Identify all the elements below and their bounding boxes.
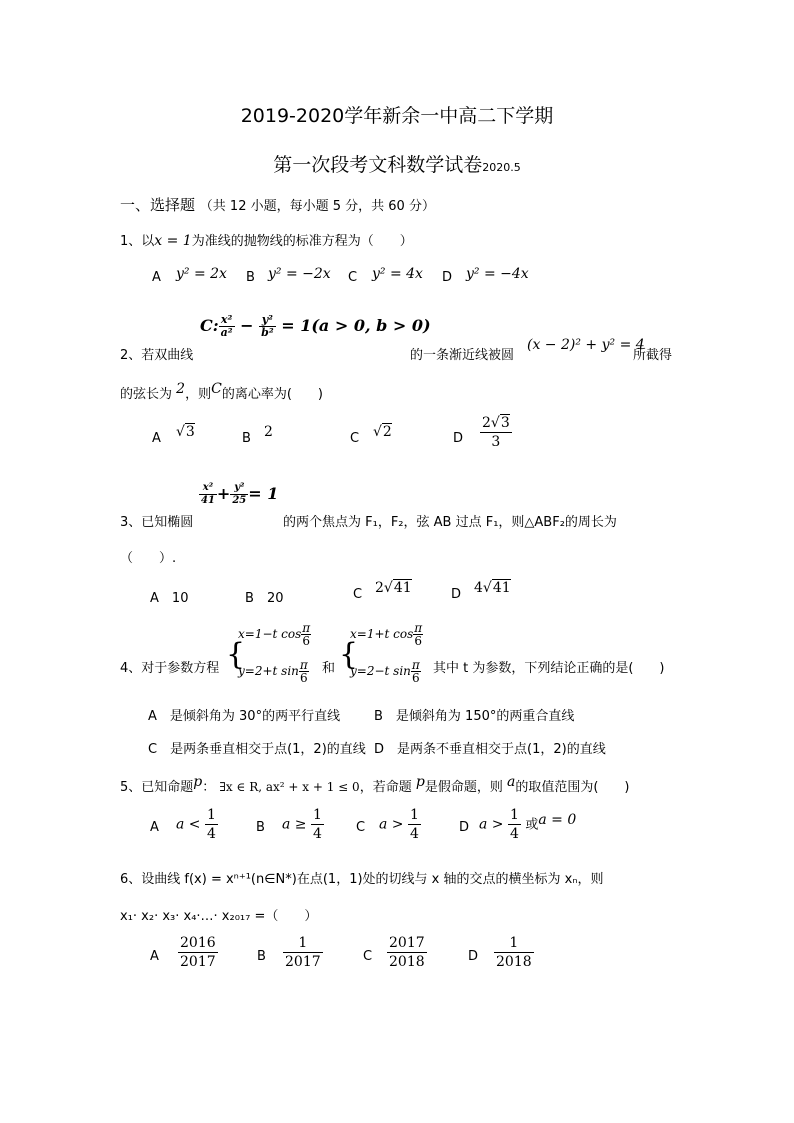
q1-option-c: C (348, 270, 358, 285)
q4-option-c: C 是两条垂直相交于点(1，2)的直线 (148, 742, 366, 757)
q1-option-b-value: y² = −2x (268, 266, 331, 282)
q1-option-a-value: y² = 2x (176, 266, 227, 282)
q4-system-1-top: x=1−t cos $\frac{\pi}{6}$ (238, 621, 311, 648)
q2-end-text: 所截得 (633, 348, 673, 363)
q1-option-d: D (442, 270, 453, 285)
q2-option-c: C (350, 431, 360, 446)
q3-option-d: D (451, 587, 462, 602)
q3-option-c: C (353, 587, 363, 602)
q2-mid-text: 的一条渐近线被圆 (410, 348, 515, 363)
question-1 (120, 230, 413, 249)
q2-option-b: B (242, 431, 251, 446)
q4-system-2-top: x=1+t cos $\frac{\pi}{6}$ (350, 621, 423, 648)
q3-option-b: B 20 (245, 591, 284, 606)
q4-system-2-bottom: y=2−t sin $\frac{\pi}{6}$ (350, 658, 420, 685)
q2-option-a-value: √3 (176, 424, 195, 440)
q6-line2: x₁· x₂· x₃· x₄·…· x₂₀₁₇ =（ ） (120, 909, 318, 924)
exam-title-line1: 2019-2020学年新余一中高二下学期 (240, 105, 554, 127)
q5-line: 5、已知命题p： ∃x ∈ R, ax² + x + 1 ≤ 0，若命题 p是假命题，则 a的取值范围为( ) (120, 774, 630, 795)
q3-option-a: A 10 (150, 591, 189, 606)
q2-option-b-value: 2 (264, 424, 273, 440)
q5-option-c: C (356, 820, 366, 835)
q5-proposition: ∃x ∈ R, ax² + x + 1 ≤ 0 (219, 780, 360, 794)
q3-number: 3、已知椭圆 (120, 515, 194, 530)
exam-date: 2020.5 (482, 161, 521, 174)
q5-option-c-value: a > $\frac{1}{4}$ (379, 807, 419, 842)
q4-option-a: A 是倾斜角为 30°的两平行直线 (148, 709, 341, 724)
exam-title-text: 第一次段考文科数学试卷 (273, 154, 483, 176)
q5-option-a-value: a < $\frac{1}{4}$ (176, 807, 216, 842)
q6-option-c: C (363, 949, 373, 964)
q3-option-c-value: 2√41 (375, 580, 412, 596)
q4-brace-1: { (226, 637, 246, 672)
exam-title-line2 (0, 150, 794, 177)
q3-text: 的两个焦点为 F₁，F₂，弦 AB 过点 F₁，则△ABF₂的周长为 (283, 515, 617, 530)
q5-option-a: A (150, 820, 159, 835)
q1-option-a: A (152, 270, 161, 285)
q4-system-1-bottom: y=2+t sin $\frac{\pi}{6}$ (238, 658, 308, 685)
q6-option-b-value: $\frac{1}{2017}$ (285, 935, 321, 970)
q4-option-d: D 是两条不垂直相交于点(1，2)的直线 (374, 742, 606, 757)
section-heading (120, 194, 435, 215)
q6-option-a-value: $\frac{2016}{2017}$ (180, 935, 216, 970)
section-title: 一、选择题 (120, 196, 196, 214)
q5-option-b: B (256, 820, 265, 835)
q2-line2: 的弦长为 2，则C的离心率为( ) (120, 381, 323, 402)
q1-text: 为准线的抛物线的标准方程为（ ） (191, 234, 413, 249)
q5-option-b-value: a ≥ $\frac{1}{4}$ (282, 807, 322, 842)
q5-option-d: D (459, 820, 470, 835)
q3-ellipse-equation: $\frac{\text{x²}}{41}$ + $\frac{\text{y²}}{25}$ = 1 (201, 482, 279, 506)
q1-option-c-value: y² = 4x (372, 266, 423, 282)
q6-option-a: A (150, 949, 159, 964)
q2-number: 2、若双曲线 (120, 348, 194, 363)
q4-text: 其中 t 为参数，下列结论正确的是( ) (433, 661, 665, 676)
q1-option-d-value: y² = −4x (466, 266, 529, 282)
q6-option-c-value: $\frac{2017}{2018}$ (389, 935, 425, 970)
q6-line1: 6、设曲线 f(x) = xⁿ⁺¹(n∈N*)在点(1，1)处的切线与 x 轴的交点的横坐标为 xₙ，则 (120, 872, 604, 887)
q5-option-d-value: a > $\frac{1}{4}$ 或a = 0 (479, 807, 577, 842)
q3-line2: （ ）. (120, 551, 177, 566)
q4-option-b: B 是倾斜角为 150°的两重合直线 (374, 709, 575, 724)
q2-option-d: D (453, 431, 464, 446)
q6-option-b: B (257, 949, 266, 964)
q2-hyperbola-equation: C: $\frac{\text{x²}}{\text{a²}}$ − $\frac{\text{y²}}{\text{b²}}$ = 1(a > 0, b > 0) (200, 313, 431, 339)
q2-circle-equation: (x − 2)² + y² = 4 (527, 337, 645, 353)
q4-number: 4、对于参数方程 (120, 661, 220, 676)
q6-option-d-value: $\frac{1}{2018}$ (496, 935, 532, 970)
q1-condition: x = 1 (154, 233, 192, 249)
q4-and: 和 (322, 661, 336, 676)
q6-option-d: D (468, 949, 479, 964)
q4-brace-2: { (339, 637, 359, 672)
q1-number: 1、以 (120, 234, 155, 249)
q1-option-b: B (246, 270, 255, 285)
q2-option-c-value: √2 (373, 424, 392, 440)
q2-option-a: A (152, 431, 161, 446)
q2-option-d-value: $\frac{2√3}{3}$ (482, 415, 510, 450)
q3-option-d-value: 4√41 (474, 580, 511, 596)
section-note: （共 12 小题，每小题 5 分，共 60 分） (199, 199, 435, 214)
